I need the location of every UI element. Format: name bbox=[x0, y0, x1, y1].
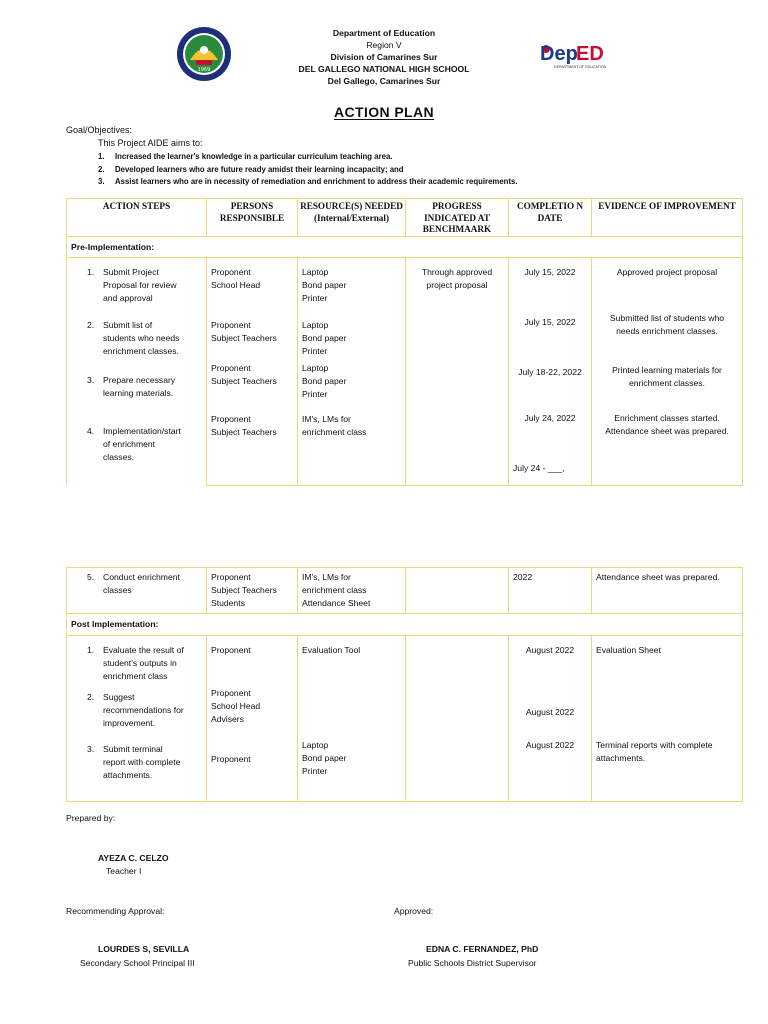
logo-subtext: DEPARTMENT OF EDUCATION bbox=[554, 65, 607, 69]
evidence-cell: Evaluation Sheet bbox=[596, 645, 661, 655]
date-cell: July 15, 2022 bbox=[524, 267, 576, 277]
progress-cell: Through approved project proposal bbox=[421, 267, 493, 290]
date-cell: July 18-22, 2022 bbox=[518, 367, 582, 377]
supervisor-name: EDNA C. FERNANDEZ, PhD bbox=[426, 944, 539, 954]
evidence-cell: Attendance sheet was prepared. bbox=[596, 572, 720, 582]
step-cell: 5. Conduct enrichment classes bbox=[87, 572, 180, 595]
principal-name: LOURDES S, SEVILLA bbox=[98, 944, 190, 954]
resources-cell: IM's, LMs for enrichment class Attendance Sheet bbox=[302, 572, 371, 608]
date-cell: 2022 bbox=[513, 572, 533, 582]
logo-dep-text: Dep bbox=[540, 43, 578, 65]
evidence-cell: Submitted list of students who needs enrichment classes. bbox=[609, 313, 725, 336]
step-cell: 2. Submit list of students who needs enrichment classes. bbox=[87, 320, 180, 356]
resources-cell: Laptop Bond paper Printer bbox=[302, 320, 347, 356]
letterhead-line: Del Gallego, Camarines Sur bbox=[327, 76, 441, 86]
persons-cell: Proponent Subject Teachers bbox=[211, 320, 277, 343]
letterhead-line: DEL GALLEGO NATIONAL HIGH SCHOOL bbox=[298, 64, 470, 74]
column-header: COMPLETIO N DATE bbox=[509, 199, 592, 237]
table-row bbox=[67, 636, 743, 802]
date-cell: July 24, 2022 bbox=[524, 413, 576, 423]
goal-label: Goal/Objectives: bbox=[66, 125, 133, 135]
column-header: PERSONS RESPONSIBLE bbox=[207, 199, 298, 237]
objectives-list bbox=[98, 151, 518, 189]
approved-label: Approved: bbox=[394, 906, 434, 916]
section-label: Pre-Implementation: bbox=[67, 237, 743, 258]
table-row bbox=[67, 258, 743, 486]
column-header: ACTION STEPS bbox=[67, 199, 207, 237]
table-header-row bbox=[67, 199, 743, 237]
logo-ed-text: ED bbox=[576, 43, 604, 65]
table-row bbox=[67, 568, 743, 614]
resources-cell: Laptop Bond paper Printer bbox=[302, 363, 347, 399]
prepared-by-label: Prepared by: bbox=[66, 813, 116, 823]
step-cell: 2. Suggest recommendations for improvement. bbox=[87, 692, 184, 728]
deped-logo bbox=[538, 34, 608, 74]
goal-intro: This Project AIDE aims to: bbox=[98, 138, 203, 148]
column-header: EVIDENCE OF IMPROVEMENT bbox=[592, 199, 743, 237]
resources-cell: Laptop Bond paper Printer bbox=[302, 267, 347, 303]
persons-cell: Proponent Subject Teachers Students bbox=[211, 572, 277, 608]
list-item: 1. Increased the learner's knowledge in a particular curriculum teaching area. bbox=[98, 152, 393, 161]
resources-cell: IM's, LMs for enrichment class bbox=[302, 414, 367, 437]
action-plan-table-continued bbox=[66, 567, 743, 802]
page-title: ACTION PLAN bbox=[333, 104, 435, 120]
column-header: PROGRESS INDICATED AT BENCHMAARK bbox=[406, 199, 509, 237]
evidence-cell: Approved project proposal bbox=[616, 267, 718, 277]
step-cell: 3. Submit terminal report with complete attachments. bbox=[87, 744, 181, 780]
resources-cell: Laptop Bond paper Printer bbox=[302, 740, 347, 776]
seal-year: 1969 bbox=[197, 67, 211, 73]
persons-cell: Proponent Subject Teachers bbox=[211, 363, 277, 386]
persons-cell: Proponent School Head bbox=[211, 267, 261, 290]
list-item: 3. Assist learners who are in necessity of remediation and enrichment to address their academic requirements. bbox=[98, 177, 518, 187]
persons-cell: Proponent bbox=[211, 754, 251, 764]
principal-title: Secondary School Principal III bbox=[80, 958, 195, 968]
letterhead-line: Region V bbox=[366, 40, 402, 50]
recommending-approval-label: Recommending Approval: bbox=[66, 906, 165, 916]
date-cell: July 15, 2022 bbox=[524, 317, 576, 327]
date-cell: August 2022 bbox=[525, 740, 575, 750]
step-cell: 3. Prepare necessary learning materials. bbox=[87, 375, 176, 398]
persons-cell: Proponent Subject Teachers bbox=[211, 414, 277, 437]
resources-cell: Evaluation Tool bbox=[302, 645, 361, 655]
step-cell: 1. Submit Project Proposal for review and approval bbox=[87, 267, 177, 303]
table-row bbox=[67, 614, 743, 636]
step-cell: 1. Evaluate the result of student's outputs in enrichment class bbox=[87, 645, 184, 681]
school-seal-icon bbox=[176, 26, 232, 82]
evidence-cell: Printed learning materials for enrichment classes. bbox=[612, 365, 722, 388]
section-label: Post Implementation: bbox=[67, 614, 743, 636]
date-cell: August 2022 bbox=[525, 707, 575, 717]
persons-cell: Proponent School Head Advisers bbox=[211, 688, 261, 724]
evidence-cell: Terminal reports with complete attachments. bbox=[596, 740, 713, 763]
preparer-title: Teacher I bbox=[106, 866, 142, 876]
letterhead-line: Division of Camarines Sur bbox=[330, 52, 438, 62]
preparer-name: AYEZA C. CELZO bbox=[98, 853, 169, 863]
date-cell: August 2022 bbox=[525, 645, 575, 655]
persons-cell: Proponent bbox=[211, 645, 251, 655]
column-header: RESOURCE(S) NEEDED (Internal/External) bbox=[298, 199, 406, 237]
action-plan-table bbox=[66, 198, 743, 486]
evidence-cell: Enrichment classes started. Attendance sheet was prepared. bbox=[605, 413, 729, 436]
list-item: 2. Developed learners who are future ready amidst their learning incapacity; and bbox=[98, 164, 404, 174]
supervisor-title: Public Schools District Supervisor bbox=[408, 958, 537, 968]
letterhead bbox=[234, 27, 534, 87]
date-cell-extra: July 24 - ___, bbox=[513, 463, 565, 473]
table-row bbox=[67, 237, 743, 258]
step-cell: 4. Implementation/start of enrichment classes. bbox=[87, 426, 181, 462]
letterhead-line: Department of Education bbox=[332, 28, 436, 38]
